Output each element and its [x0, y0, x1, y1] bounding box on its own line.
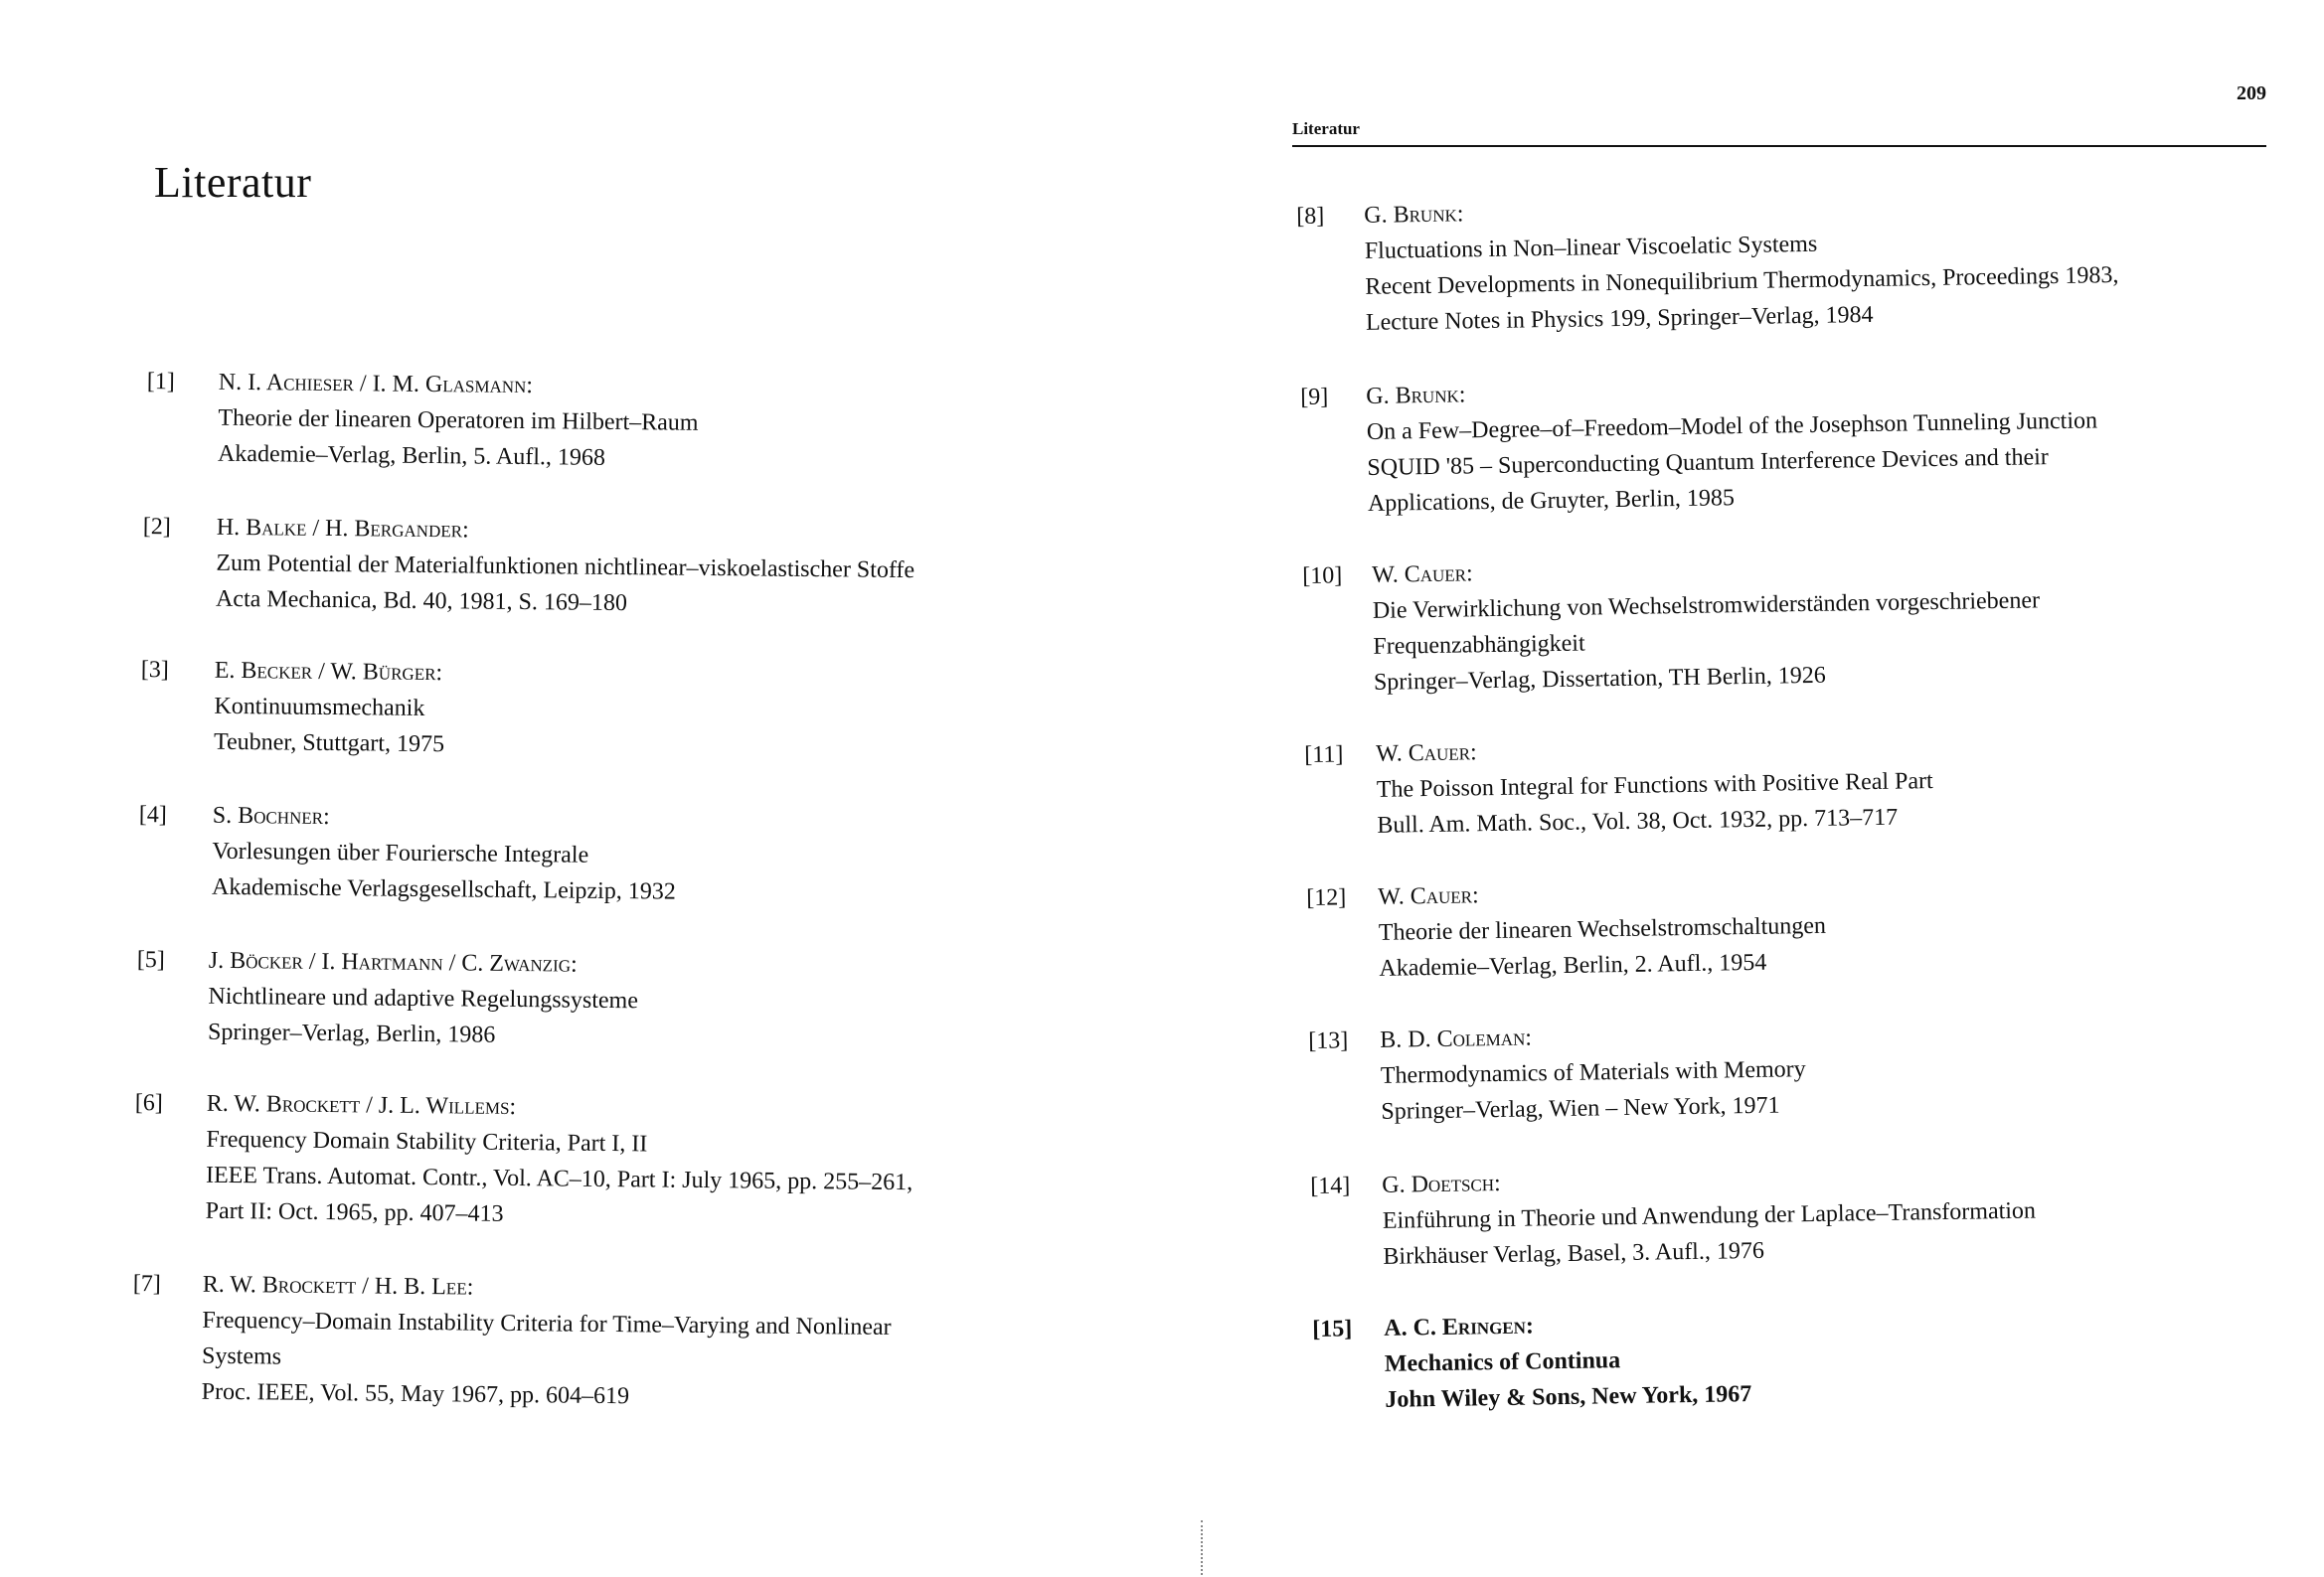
- reference-line: Springer–Verlag, Wien – New York, 1971: [1381, 1092, 1780, 1125]
- reference-line: Acta Mechanica, Bd. 40, 1981, S. 169–180: [215, 585, 628, 617]
- reference-line: Systems: [201, 1342, 282, 1370]
- reference-line: Akademie–Verlag, Berlin, 5. Aufl., 1968: [217, 440, 606, 471]
- reference-line: Theorie der linearen Operatoren im Hilbert–Raum: [218, 404, 699, 436]
- reference-line: IEEE Trans. Automat. Contr., Vol. AC–10, Part I: July 1965, pp. 255–261,: [205, 1162, 913, 1196]
- reference-line: Akademie–Verlag, Berlin, 2. Aufl., 1954: [1379, 949, 1767, 982]
- reference-line: Frequency Domain Stability Criteria, Part I, II: [206, 1126, 648, 1158]
- reference-entry: [146, 364, 1101, 471]
- reference-line: Mechanics of Continua: [1384, 1347, 1621, 1377]
- reference-authors: R. W. Brockett / J. L. Willems:: [206, 1090, 517, 1121]
- reference-entry: [1296, 183, 2290, 336]
- reference-authors: H. Balke / H. Bergander:: [216, 514, 469, 544]
- reference-number: [9]: [1300, 384, 1329, 410]
- reference-number: [3]: [140, 656, 169, 684]
- reference-line: Applications, de Gruyter, Berlin, 1985: [1367, 485, 1736, 517]
- reference-authors: E. Becker / W. Bürger:: [214, 657, 443, 687]
- reference-authors: W. Cauer:: [1376, 739, 1477, 767]
- right-page: [1193, 0, 2324, 1577]
- reference-line: Bull. Am. Math. Soc., Vol. 38, Oct. 1932, pp. 713–717: [1377, 804, 1899, 839]
- reference-authors: G. Doetsch:: [1382, 1170, 1501, 1198]
- reference-number: [11]: [1304, 741, 1344, 768]
- reference-line: Theorie der linearen Wechselstromschaltungen: [1378, 912, 1827, 946]
- reference-line: Thermodynamics of Materials with Memory: [1380, 1056, 1806, 1089]
- reference-line: Vorlesungen über Fouriersche Integrale: [212, 838, 589, 868]
- reference-entry: [1302, 543, 2296, 696]
- reference-number: [5]: [136, 946, 165, 974]
- reference-line: Lecture Notes in Physics 199, Springer–Verlag, 1984: [1365, 301, 1874, 336]
- reference-authors: G. Brunk:: [1366, 382, 1466, 409]
- reference-number: [13]: [1308, 1027, 1349, 1054]
- reference-line: Springer–Verlag, Berlin, 1986: [207, 1019, 496, 1048]
- reference-line: SQUID '85 – Superconducting Quantum Interference Devices and their: [1367, 444, 2049, 481]
- reference-line: Nichtlineare und adaptive Regelungssysteme: [208, 983, 639, 1015]
- reference-line: Teubner, Stuttgart, 1975: [213, 728, 445, 758]
- reference-entry: [1306, 865, 2300, 982]
- gutter-fold-mark: [1201, 1520, 1205, 1575]
- reference-line: Akademische Verlagsgesellschaft, Leipzip, 1932: [211, 873, 676, 905]
- reference-entry: [142, 509, 1097, 617]
- reference-authors: W. Cauer:: [1378, 882, 1479, 910]
- reference-entry: [136, 942, 1091, 1048]
- reference-entry: [134, 1085, 1089, 1227]
- chapter-title: Literatur: [154, 158, 312, 207]
- reference-line: Frequenzabhängigkeit: [1373, 630, 1585, 660]
- reference-authors: A. C. Eringen:: [1384, 1313, 1535, 1341]
- reference-entry: [1304, 721, 2298, 839]
- reference-number: [10]: [1302, 562, 1343, 589]
- reference-entry: [140, 652, 1095, 758]
- reference-entry: [138, 797, 1093, 905]
- reference-line: Springer–Verlag, Dissertation, TH Berlin, 1926: [1373, 662, 1826, 696]
- reference-number: [14]: [1310, 1173, 1351, 1199]
- reference-authors: B. D. Coleman:: [1380, 1025, 1533, 1053]
- reference-number: [8]: [1296, 203, 1325, 230]
- reference-number: [12]: [1306, 884, 1347, 911]
- reference-line: Part II: Oct. 1965, pp. 407–413: [205, 1197, 504, 1227]
- reference-line: Zum Potential der Materialfunktionen nichtlinear–viskoelastischer Stoffe: [216, 550, 915, 584]
- reference-number: [2]: [142, 513, 171, 541]
- reference-number: [4]: [138, 801, 167, 829]
- reference-authors: G. Brunk:: [1364, 201, 1464, 229]
- reference-entry: [1310, 1153, 2304, 1270]
- reference-authors: S. Bochner:: [212, 802, 330, 831]
- reference-line: Einführung in Theorie und Anwendung der Laplace–Transformation: [1382, 1197, 2037, 1234]
- reference-line: Fluctuations in Non–linear Viscoelatic Systems: [1364, 231, 1818, 264]
- reference-line: Proc. IEEE, Vol. 55, May 1967, pp. 604–619: [201, 1378, 630, 1410]
- reference-entry: [1312, 1296, 2306, 1413]
- reference-entry: [1300, 364, 2294, 517]
- reference-line: Kontinuumsmechanik: [214, 693, 425, 721]
- reference-number: [1]: [146, 368, 175, 395]
- reference-number: [7]: [132, 1270, 161, 1298]
- reference-entry: [132, 1266, 1087, 1410]
- page-number: 209: [2237, 82, 2266, 104]
- reference-number: [15]: [1312, 1316, 1353, 1342]
- reference-line: John Wiley & Sons, New York, 1967: [1385, 1381, 1752, 1413]
- reference-line: Recent Developments in Nonequilibrium Thermodynamics, Proceedings 1983,: [1365, 262, 2119, 300]
- reference-authors: R. W. Brockett / H. B. Lee:: [202, 1271, 474, 1301]
- reference-line: On a Few–Degree–of–Freedom–Model of the Josephson Tunneling Junction: [1366, 407, 2098, 445]
- reference-authors: W. Cauer:: [1372, 560, 1473, 588]
- running-title: Literatur: [1292, 119, 1360, 138]
- reference-entry: [1308, 1008, 2302, 1125]
- reference-authors: N. I. Achieser / I. M. Glasmann:: [218, 369, 534, 399]
- reference-authors: J. Böcker / I. Hartmann / C. Zwanzig:: [208, 947, 578, 978]
- reference-number: [6]: [134, 1089, 163, 1117]
- reference-line: Frequency–Domain Instability Criteria for Time–Varying and Nonlinear: [202, 1307, 892, 1340]
- reference-line: Birkhäuser Verlag, Basel, 3. Aufl., 1976: [1383, 1237, 1765, 1270]
- running-header: [1292, 82, 2266, 147]
- reference-line: Die Verwirklichung von Wechselstromwiderständen vorgeschriebener: [1372, 587, 2041, 624]
- reference-line: The Poisson Integral for Functions with Positive Real Part: [1376, 768, 1933, 803]
